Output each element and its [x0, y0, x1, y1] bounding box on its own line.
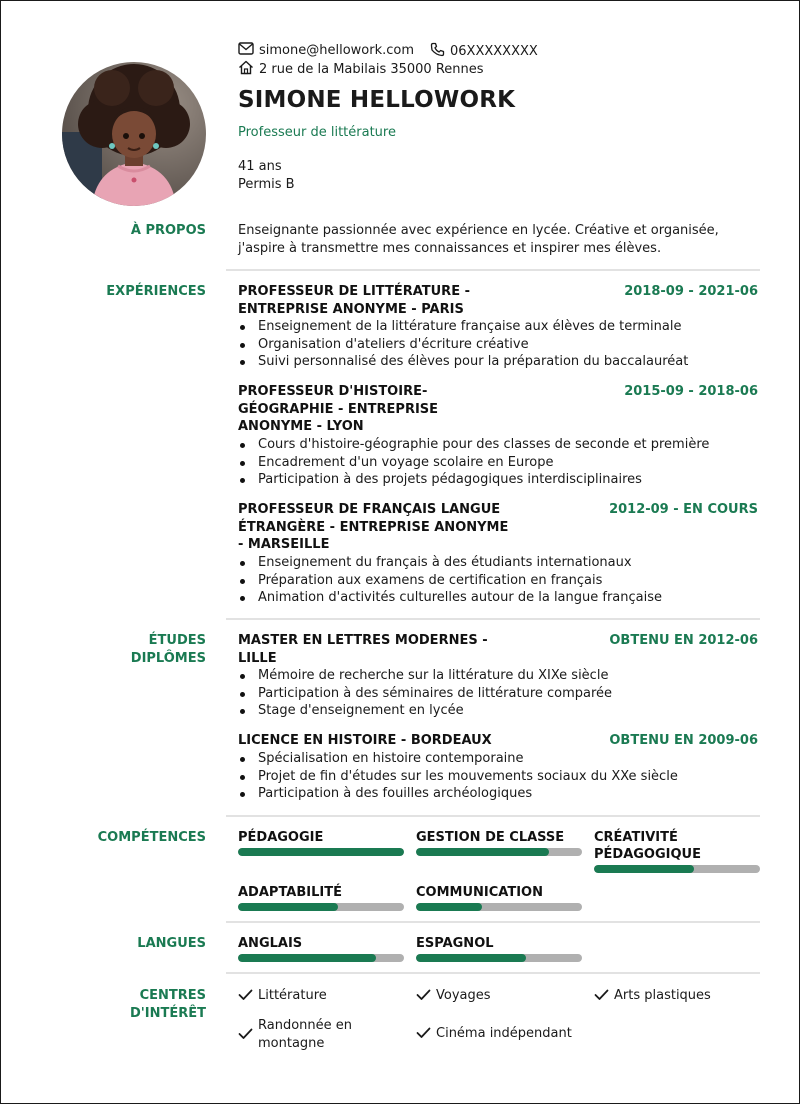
phone-text[interactable]: 06XXXXXXXX: [450, 44, 538, 59]
list-item: Enseignement de la littérature française aux élèves de terminale: [238, 318, 760, 336]
list-item: Enseignement du français à des étudiants internationaux: [238, 554, 760, 572]
driving-license: Permis B: [238, 177, 295, 192]
about-text: Enseignante passionnée avec expérience en lycée. Créative et organisée, j'aspire à transmettre mes connaissances et inspirer mes élèves.: [238, 223, 719, 256]
interest-item: [238, 987, 327, 1007]
section-divider: [226, 972, 760, 974]
section-label-experiences: EXPÉRIENCES: [106, 284, 206, 299]
skill-level-fill: [238, 903, 338, 911]
experience-date: 2018-09 - 2021-06: [624, 284, 758, 299]
skill-level-fill: [594, 865, 694, 873]
skill-item: [416, 884, 582, 911]
title-line: ÉTRANGÈRE - ENTREPRISE ANONYME: [238, 519, 509, 535]
label-line: CENTRES: [139, 988, 206, 1003]
skill-item: [238, 884, 404, 911]
job-title: Professeur de littérature: [238, 125, 396, 140]
section-label-languages: LANGUES: [137, 936, 206, 951]
email-text[interactable]: simone@hellowork.com: [259, 43, 415, 58]
language-name: ESPAGNOL: [416, 936, 494, 951]
skill-level-fill: [238, 848, 404, 856]
interest-item: [416, 987, 491, 1007]
experience-bullets: [238, 554, 760, 607]
interest-label: Cinéma indépendant: [436, 1026, 572, 1041]
list-item: Animation d'activités culturelles autour de la langue française: [238, 589, 760, 607]
envelope-icon: [238, 42, 259, 59]
title-line: PROFESSEUR DE LITTÉRATURE -: [238, 284, 470, 299]
list-item: Mémoire de recherche sur la littérature du XIXe siècle: [238, 667, 760, 685]
contact-email[interactable]: [238, 42, 414, 59]
title-line: PROFESSEUR D'HISTOIRE-: [238, 384, 428, 399]
profile-photo: [62, 62, 206, 206]
education-date: OBTENU EN 2009-06: [609, 733, 758, 748]
check-icon: [594, 987, 614, 1007]
label-line: D'INTÉRÊT: [130, 1006, 206, 1021]
section-divider: [226, 815, 760, 817]
section-label-interests: [61, 987, 206, 1023]
language-level-fill: [416, 954, 526, 962]
address-text: 2 rue de la Mabilais 35000 Rennes: [259, 62, 484, 77]
phone-icon: [430, 42, 450, 61]
interest-label: Voyages: [436, 988, 491, 1003]
education-title: [238, 632, 498, 667]
skill-name: ADAPTABILITÉ: [238, 885, 342, 900]
language-item: [416, 935, 582, 962]
experience-title: [238, 283, 498, 318]
interest-item: [416, 1025, 572, 1045]
check-icon: [416, 987, 436, 1007]
interest-item: [594, 987, 711, 1007]
list-item: Projet de fin d'études sur les mouvements sociaux du XXe siècle: [238, 768, 760, 786]
label-line: ÉTUDES: [148, 633, 206, 648]
title-line: LILLE: [238, 650, 277, 666]
interest-label: Randonnée en montagne: [258, 1018, 353, 1051]
interest-label: Littérature: [258, 988, 327, 1003]
skill-level-bar: [238, 903, 404, 911]
section-label-about: À PROPOS: [130, 223, 206, 238]
experience-bullets: [238, 318, 760, 371]
skill-level-fill: [416, 903, 482, 911]
contact-address: [238, 60, 484, 79]
check-icon: [238, 987, 258, 1007]
title-line: LICENCE EN HISTOIRE - BORDEAUX: [238, 733, 492, 748]
title-line: MASTER EN LETTRES MODERNES -: [238, 633, 488, 648]
list-item: Stage d'enseignement en lycée: [238, 702, 760, 720]
list-item: Participation à des fouilles archéologiques: [238, 785, 760, 803]
check-icon: [416, 1025, 436, 1045]
experience-date: 2015-09 - 2018-06: [624, 384, 758, 399]
language-level-bar: [238, 954, 404, 962]
experience-date: 2012-09 - EN COURS: [609, 502, 758, 517]
skill-name: GESTION DE CLASSE: [416, 830, 565, 845]
section-label-skills: COMPÉTENCES: [97, 830, 206, 845]
language-item: [238, 935, 404, 962]
experience-title: [238, 501, 528, 554]
skill-item: [416, 829, 582, 856]
skill-level-bar: [238, 848, 404, 856]
section-label-education: [61, 632, 206, 668]
list-item: Organisation d'ateliers d'écriture créative: [238, 336, 760, 354]
language-level-bar: [416, 954, 582, 962]
skill-name: PÉDAGOGIE: [238, 830, 324, 845]
skill-level-bar: [594, 865, 760, 873]
list-item: Suivi personnalisé des élèves pour la préparation du baccalauréat: [238, 353, 760, 371]
title-line: ANONYME - LYON: [238, 419, 364, 434]
title-line: ENTREPRISE ANONYME - PARIS: [238, 301, 464, 317]
education-bullets: [238, 750, 760, 803]
list-item: Encadrement d'un voyage scolaire en Europe: [238, 454, 760, 472]
skill-item: [594, 829, 760, 873]
section-divider: [226, 921, 760, 923]
section-divider: [226, 269, 760, 271]
education-bullets: [238, 667, 760, 720]
title-line: - MARSEILLE: [238, 537, 330, 552]
home-icon: [238, 60, 259, 79]
title-line: GÉOGRAPHIE - ENTREPRISE: [238, 401, 439, 417]
language-name: ANGLAIS: [238, 936, 303, 951]
list-item: Préparation aux examens de certification en français: [238, 572, 760, 590]
experience-title: [238, 383, 498, 436]
contact-phone[interactable]: [430, 42, 538, 61]
skill-level-bar: [416, 903, 582, 911]
list-item: Participation à des projets pédagogiques interdisciplinaires: [238, 471, 760, 489]
language-level-fill: [238, 954, 376, 962]
candidate-name: SIMONE HELLOWORK: [238, 87, 516, 113]
interest-item: [238, 1017, 388, 1052]
skill-level-fill: [416, 848, 549, 856]
check-icon: [238, 1026, 258, 1046]
education-date: OBTENU EN 2012-06: [609, 633, 758, 648]
section-divider: [226, 618, 760, 620]
list-item: Participation à des séminaires de littérature comparée: [238, 685, 760, 703]
list-item: Cours d'histoire-géographie pour des classes de seconde et première: [238, 436, 760, 454]
experience-bullets: [238, 436, 760, 489]
list-item: Spécialisation en histoire contemporaine: [238, 750, 760, 768]
label-line: DIPLÔMES: [130, 651, 206, 666]
skill-item: [238, 829, 404, 856]
skill-name: CRÉATIVITÉ PÉDAGOGIQUE: [594, 830, 701, 862]
skill-level-bar: [416, 848, 582, 856]
age: 41 ans: [238, 159, 282, 174]
education-title: [238, 732, 538, 750]
interest-label: Arts plastiques: [614, 988, 711, 1003]
title-line: PROFESSEUR DE FRANÇAIS LANGUE: [238, 502, 501, 517]
skill-name: COMMUNICATION: [416, 885, 543, 900]
